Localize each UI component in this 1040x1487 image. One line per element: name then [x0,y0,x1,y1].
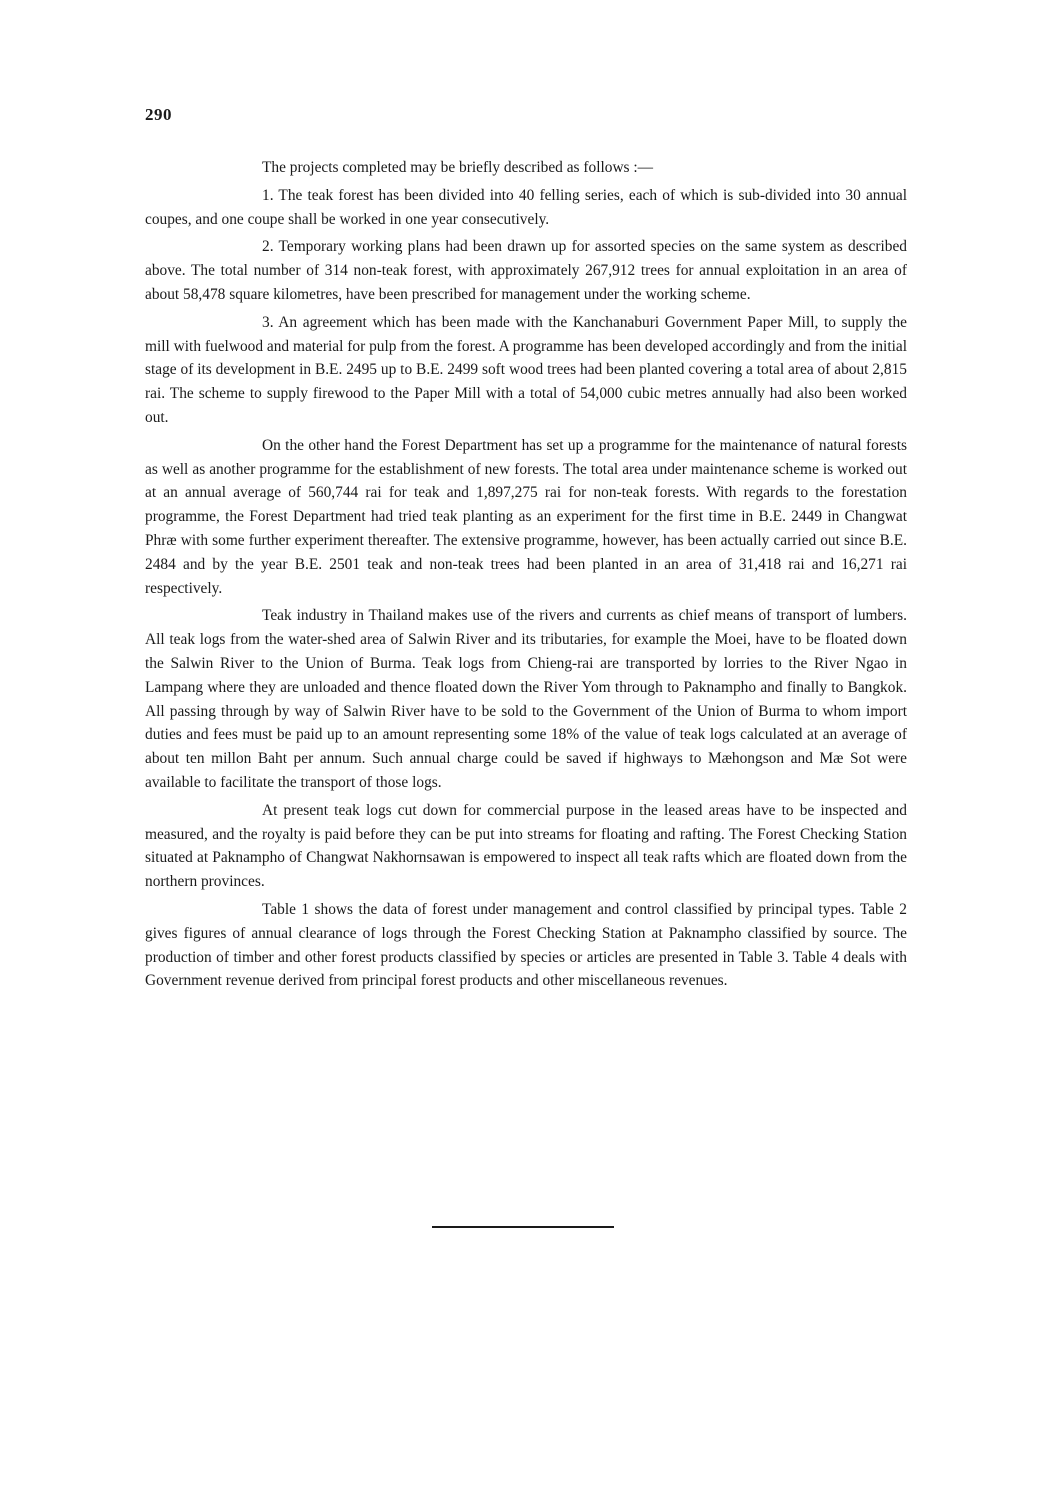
intro-line: The projects completed may be briefly described as follows :— [262,159,654,176]
body-text [145,156,907,997]
paragraph-table-summary: Table 1 shows the data of forest under management and control classified by principal types. Table 2 gives figures of annual clearance of logs through the Forest Checking Station at Paknampho classified by source. The production of timber and other forest products classified by species or articles are presented in Table 3. Table 4 deals with Government revenue derived from principal forest products and other miscellaneous revenues. [145,900,907,990]
paragraph-forest-programme: On the other hand the Forest Department has set up a programme for the maintenance of natural forests as well as another programme for the establishment of new forests. The total area under maintenance scheme is worked out at an annual average of 560,744 rai for teak and 1,897,275 rai for non-teak forests. With regards to the forestation programme, the Forest Department had tried teak planting as an experiment for the first time in B.E. 2449 in Changwat Phræ with some further experiment thereafter. The extensive programme, however, has been actually carried out since B.E. 2484 and by the year B.E. 2501 teak and non-teak trees had been planted in an area of 31,418 rai and 16,271 rai respectively. [145,436,907,597]
paragraph-checking-station: At present teak logs cut down for commercial purpose in the leased areas have to be inspected and measured, and the royalty is paid before they can be put into streams for floating and rafting. The Forest Checking Station situated at Paknampho of Changwat Nakhornsawan is empowered to inspect all teak rafts which are floated down from the northern provinces. [145,801,907,891]
closing-divider [432,1226,614,1228]
paragraph-item-2: 2. Temporary working plans had been drawn up for assorted species on the same system as described above. The total number of 314 non-teak forest, with approximately 267,912 trees for annual exploitation in an area of about 58,478 square kilometres, have been prescribed for management under the working scheme. [145,238,907,303]
paragraph-item-3: 3. An agreement which has been made with the Kanchanaburi Government Paper Mill, to supply the mill with fuelwood and material for pulp from the forest. A programme has been developed accordingly and from the initial stage of its development in B.E. 2495 up to B.E. 2499 soft wood trees had been planted covering a total area of about 2,815 rai. The scheme to supply firewood to the Paper Mill with a total of 54,000 cubic metres annually had also been worked out. [145,313,907,426]
paragraph-item-1: 1. The teak forest has been divided into 40 felling series, each of which is sub-divided into 30 annual coupes, and one coupe shall be worked in one year consecutively. [145,186,907,228]
page-number: 290 [145,105,172,124]
paragraph-teak-transport: Teak industry in Thailand makes use of the rivers and currents as chief means of transport of lumbers. All teak logs from the water-shed area of Salwin River and its tributaries, for example the Moei, have to be floated down the Salwin River to the Union of Burma. Teak logs from Chieng-rai are transported by lorries to the River Ngao in Lampang where they are unloaded and thence floated down the River Yom through to Paknampho and finally to Bangkok. All passing through by way of Salwin River have to be sold to the Government of the Union of Burma to whom import duties and fees must be paid up to an amount representing some 18% of the value of teak logs calculated at an average of about ten millon Baht per annum. Such annual charge could be saved if highways to Mæhongson and Mæ Sot were available to facilitate the transport of those logs. [145,607,907,791]
